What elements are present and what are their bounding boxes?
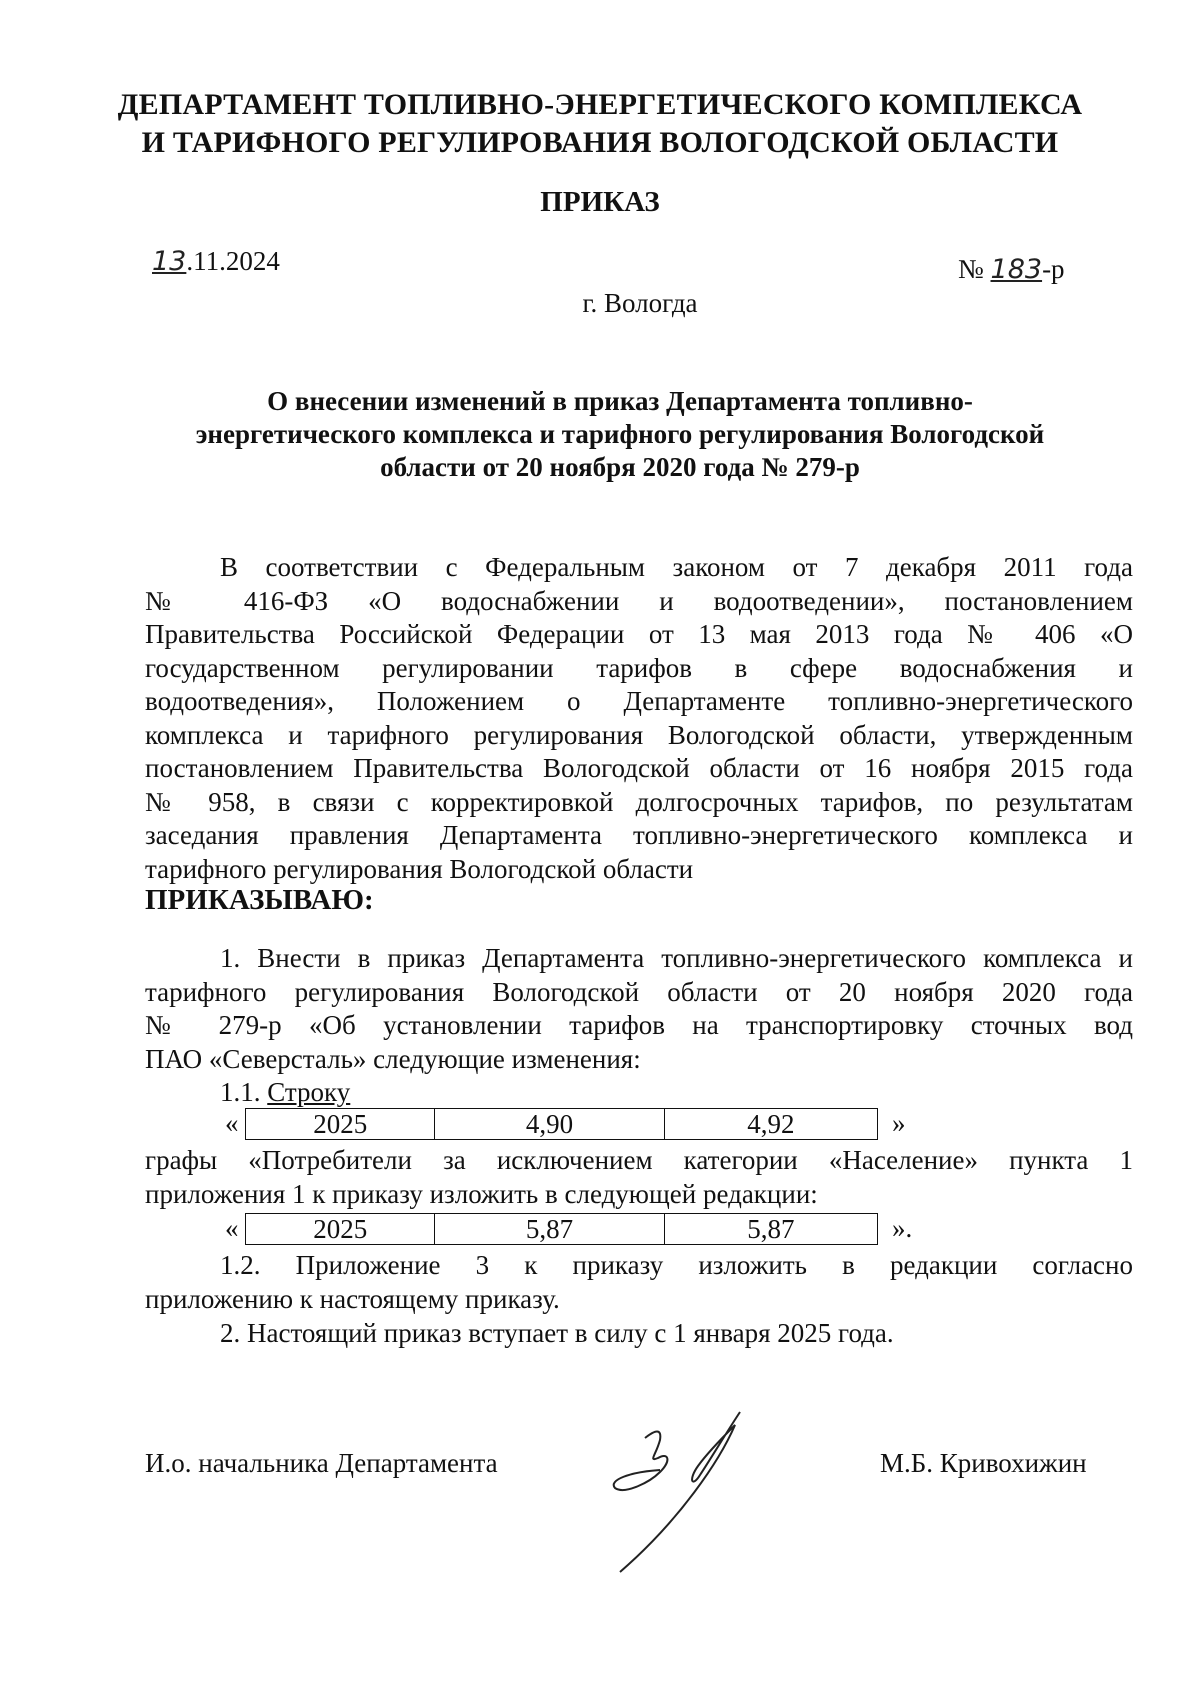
preamble-line: водоотведения», Положением о Департаменте топливно-энергетического	[145, 686, 1133, 716]
old-year-cell: 2025	[246, 1109, 435, 1139]
open-quote-new: «	[225, 1213, 239, 1243]
subject-line: области от 20 ноября 2020 года № 279-р	[380, 452, 860, 482]
subject-line: энергетического комплекса и тарифного регулирования Вологодской	[195, 419, 1045, 449]
preamble-line: В соответствии с Федеральным законом от 7 декабря 2011 года	[220, 552, 1133, 582]
preamble-line: постановлением Правительства Вологодской области от 16 ноября 2015 года	[145, 753, 1133, 783]
item-1-2	[145, 1249, 1133, 1316]
department-name-line1: ДЕПАРТАМЕНТ ТОПЛИВНО-ЭНЕРГЕТИЧЕСКОГО КОМПЛЕКСА	[117, 88, 1083, 121]
order-date	[152, 246, 280, 277]
item-1-2-line: 1.2. Приложение 3 к приказу изложить в редакции согласно	[220, 1250, 1133, 1280]
date-month-year: .11.2024	[186, 246, 280, 276]
preamble	[145, 551, 1133, 886]
item-1-line: № 279-р «Об установлении тарифов на транспортировку сточных вод	[145, 1010, 1133, 1040]
new-first-half-cell: 5,87	[435, 1214, 664, 1244]
old-second-half-cell: 4,92	[747, 1109, 795, 1139]
item-1-line: тарифного регулирования Вологодской области от 20 ноября 2020 года	[145, 976, 1133, 1007]
preamble-line: комплекса и тарифного регулирования Вологодской области, утвержденным	[145, 719, 1133, 750]
number-suffix: -р	[1042, 254, 1065, 284]
preamble-line: тарифного регулирования Вологодской области	[145, 853, 694, 884]
handwritten-date-day: 13	[152, 246, 187, 277]
old-first-half-cell: 4,90	[435, 1109, 664, 1139]
graph-line: графы «Потребители за исключением категории «Население» пункта 1	[145, 1145, 1133, 1175]
number-sign: №	[958, 254, 984, 284]
signer-role: И.о. начальника Департамента	[145, 1448, 498, 1478]
new-second-half-cell: 5,87	[747, 1214, 795, 1244]
preamble-line: государственном регулировании тарифов в сфере водоснабжения и	[145, 652, 1133, 683]
preamble-line: № 416-ФЗ «О водоснабжении и водоотведении», постановлением	[145, 585, 1133, 616]
department-name-line2: И ТАРИФНОГО РЕГУЛИРОВАНИЯ ВОЛОГОДСКОЙ ОБЛАСТИ	[141, 126, 1059, 159]
order-number	[958, 254, 1065, 285]
graph-line: приложения 1 к приказу изложить в следующей редакции:	[145, 1178, 818, 1209]
item-1	[145, 942, 1133, 1076]
old-tariff-row	[245, 1108, 878, 1140]
item-1-1-label	[220, 1076, 350, 1110]
preamble-line: заседания правления Департамента топливно-энергетического комплекса и	[145, 820, 1133, 850]
preamble-line: № 958, в связи с корректировкой долгосрочных тарифов, по результатам	[145, 786, 1133, 817]
item-2: 2. Настоящий приказ вступает в силу с 1 января 2025 года.	[220, 1318, 894, 1348]
item-1-line: 1. Внести в приказ Департамента топливно-энергетического комплекса и	[220, 943, 1133, 973]
open-quote-old: «	[225, 1108, 239, 1138]
new-tariff-row	[245, 1213, 878, 1245]
new-year-cell: 2025	[246, 1214, 435, 1244]
item-1-1-word: Строку	[267, 1077, 351, 1107]
subject-line: О внесении изменений в приказ Департамента топливно-	[267, 386, 973, 416]
item-1-1-number: 1.1.	[220, 1077, 261, 1107]
document-type: ПРИКАЗ	[540, 186, 660, 218]
handwritten-signature	[600, 1400, 760, 1580]
close-quote-old: »	[892, 1108, 906, 1138]
order-subject	[130, 385, 1110, 484]
signer-name: М.Б. Кривохижин	[880, 1448, 1087, 1478]
close-quote-new: ».	[892, 1213, 913, 1243]
city: г. Вологда	[582, 288, 698, 318]
preamble-line: Правительства Российской Федерации от 13 мая 2013 года № 406 «О	[145, 619, 1133, 649]
item-1-2-line: приложению к настоящему приказу.	[145, 1283, 560, 1314]
graph-text	[145, 1144, 1133, 1211]
order-word: ПРИКАЗЫВАЮ:	[145, 884, 374, 916]
item-1-line: ПАО «Северсталь» следующие изменения:	[145, 1043, 641, 1074]
handwritten-order-number: 183	[990, 254, 1043, 285]
